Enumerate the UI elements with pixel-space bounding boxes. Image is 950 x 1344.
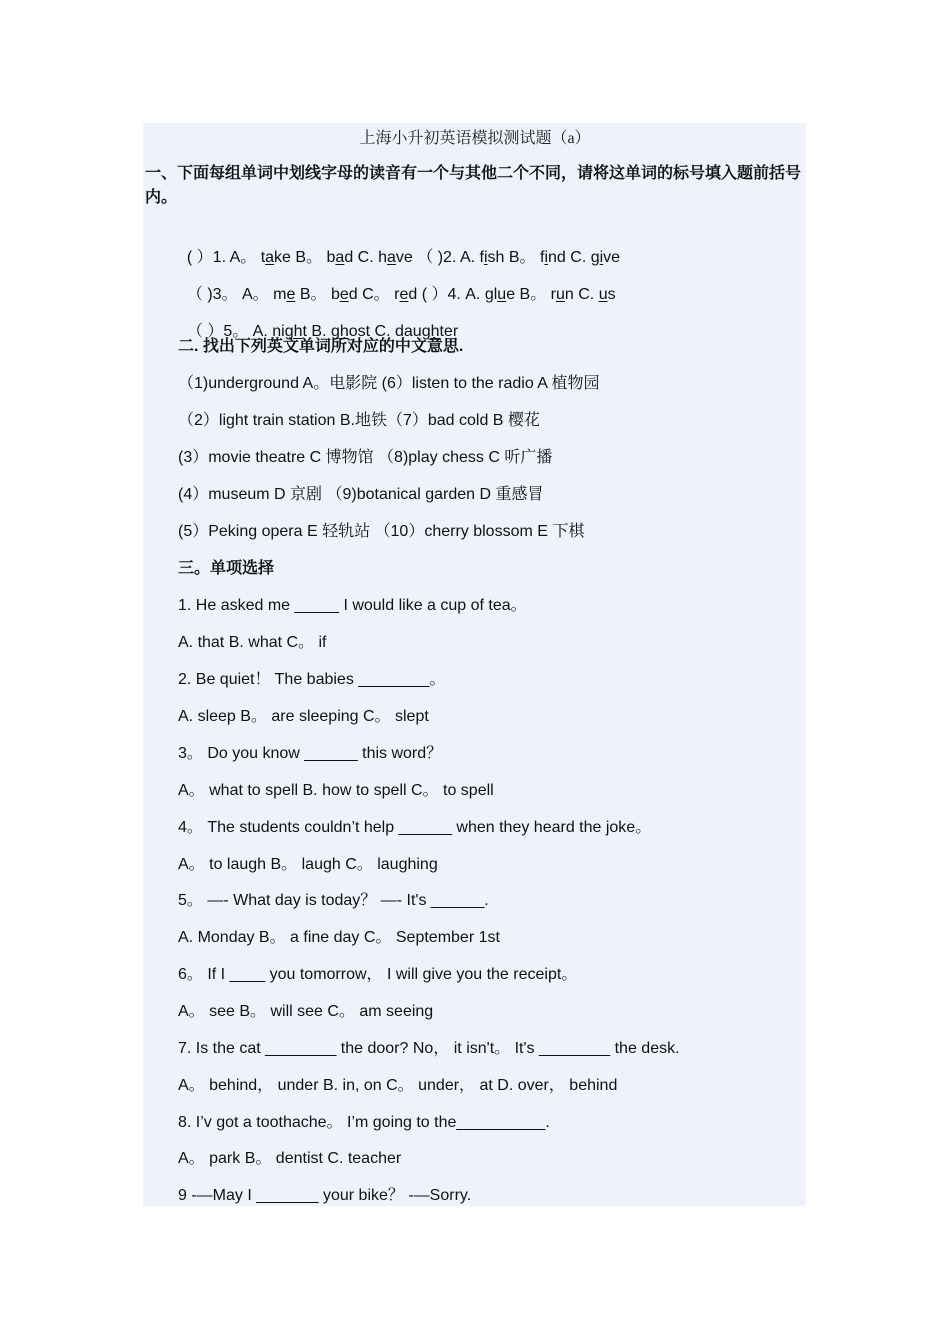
section2-line: （2）light train station B.地铁（7）bad cold B 樱花 <box>178 412 540 429</box>
options-line: A。 park B。 dentist C. teacher <box>178 1150 402 1167</box>
options-line: A. Monday B。 a fine day C。 September 1st <box>178 929 500 946</box>
question-line: 9 -—May I _______ your bike？ -—Sorry. <box>178 1187 472 1204</box>
question-line: 4。 The students couldn’t help ______ when they heard the joke。 <box>178 819 652 836</box>
question-line: 6。 If I ____ you tomorrow， I will give you the receipt。 <box>178 966 578 983</box>
options-line: A。 see B。 will see C。 am seeing <box>178 1003 434 1020</box>
options-line: A。 behind， under B. in, on C。 under， at D. over， behind <box>178 1077 618 1094</box>
section3-heading: 三。单项选择 <box>178 560 275 577</box>
section1-line-1: ( ）1. A。 take B。 bad C. have （ )2. A. fish B。 find C. give <box>186 249 621 266</box>
section1-line-3: （ ）5。 A. night B. ghost C. daughter <box>186 323 459 340</box>
options-line: A。 what to spell B. how to spell C。 to spell <box>178 782 494 799</box>
section1-heading: 一、下面每组单词中划线字母的读音有一个与其他二个不同，请将这单词的标号填入题前括号内。 <box>145 165 802 206</box>
question-line: 2. Be quiet！ The babies ________。 <box>178 671 446 688</box>
section2-line: (3）movie theatre C 博物馆 （8)play chess C 听广播 <box>178 449 553 466</box>
options-line: A. that B. what C。 if <box>178 634 327 651</box>
question-line: 3。 Do you know ______ this word？ <box>178 745 443 762</box>
question-line: 8. I’v got a toothache。 I’m going to the__________. <box>178 1114 550 1131</box>
document-title: 上海小升初英语模拟测试题（a） <box>359 130 591 147</box>
question-line: 5。 —- What day is today？ —- It's ______. <box>178 892 489 909</box>
options-line: A。 to laugh B。 laugh C。 laughing <box>178 856 438 873</box>
options-line: A. sleep B。 are sleeping C。 slept <box>178 708 429 725</box>
question-line: 1. He asked me _____ I would like a cup of tea。 <box>178 597 527 614</box>
section2-line: (5）Peking opera E 轻轨站 （10）cherry blossom E 下棋 <box>178 523 585 540</box>
section2-line: (4）museum D 京剧 （9)botanical garden D 重感冒 <box>178 486 544 503</box>
section2-heading: 二. 找出下列英文单词所对应的中文意思. <box>178 338 464 355</box>
section1-line-2: （ )3。 A。 me B。 bed C。 red ( ）4. A. glue B。 run C. us <box>186 286 616 303</box>
section2-line: （1)underground A。电影院 (6）listen to the radio A 植物园 <box>178 375 600 392</box>
question-line: 7. Is the cat ________ the door? No， it isn't。 It's ________ the desk. <box>178 1040 680 1057</box>
